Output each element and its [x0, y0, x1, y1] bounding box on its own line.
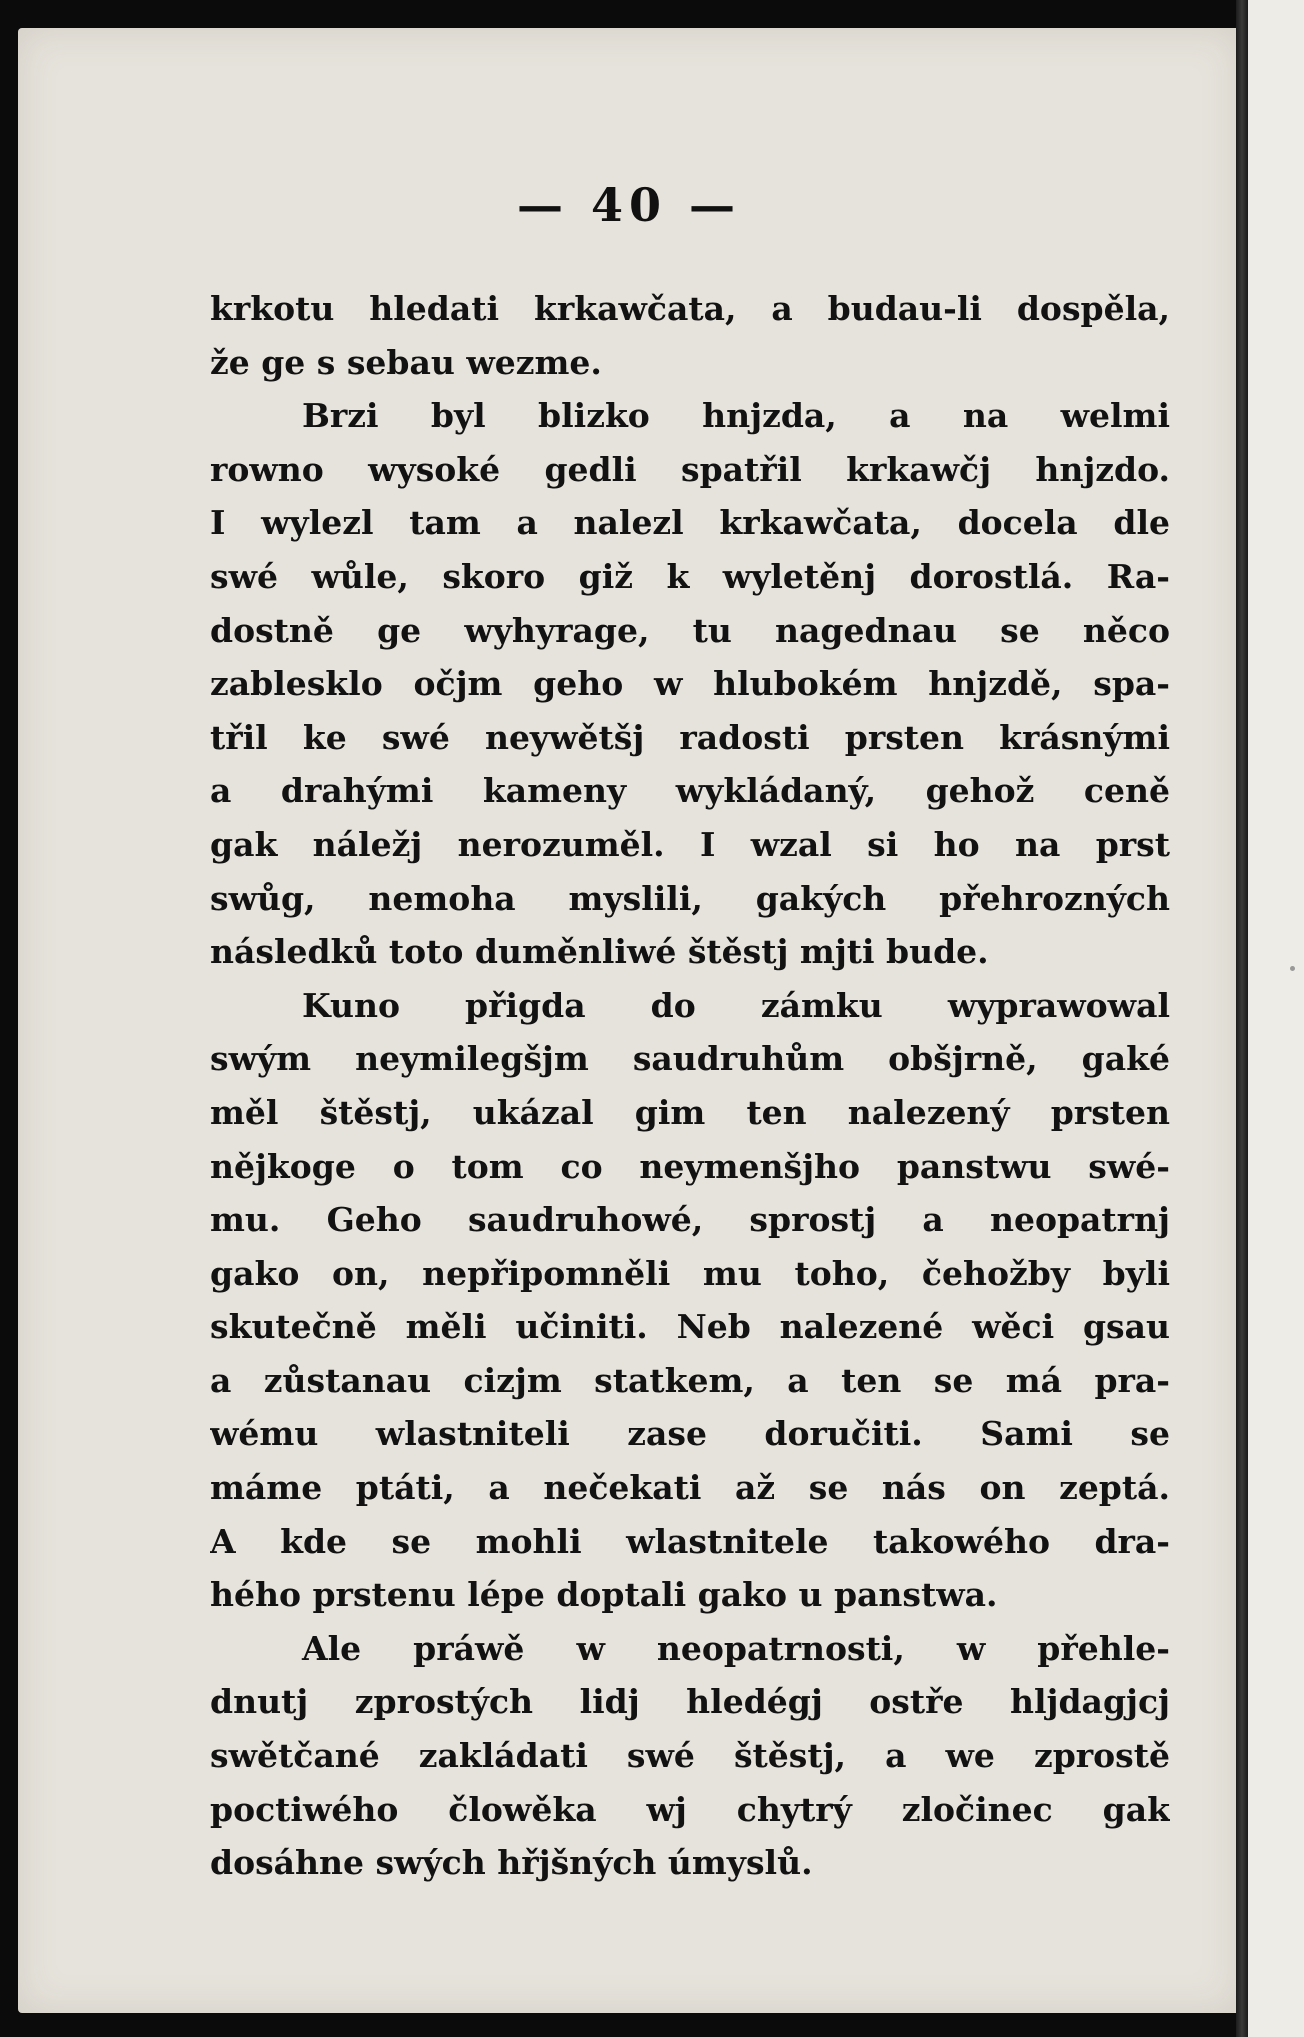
- text-line: máme ptáti, a nečekati až se nás on zeptá.: [210, 1468, 1170, 1508]
- paper-speck: [1290, 966, 1295, 971]
- page-sheet: [18, 28, 1240, 2013]
- text-line: dostně ge wyhyrage, tu nagednau se něco: [210, 610, 1170, 650]
- text-line: že ge s sebau wezme.: [210, 342, 602, 382]
- text-line: mu. Geho saudruhowé, sprostj a neopatrnj: [210, 1200, 1170, 1240]
- text-line: nějkoge o tom co neymenšjho panstwu swé-: [210, 1146, 1170, 1186]
- text-line: I wylezl tam a nalezl krkawčata, docela dle: [210, 503, 1170, 543]
- book-gutter-shadow: [1236, 0, 1248, 2037]
- text-line: následků toto duměnliwé štěstj mjti bude.: [210, 932, 989, 972]
- text-line: zablesklo očjm geho w hlubokém hnjzdě, spa-: [210, 664, 1170, 704]
- text-line: swé wůle, skoro giž k wyletěnj dorostlá. Ra-: [210, 556, 1170, 596]
- text-line: wému wlastniteli zase doručiti. Sami se: [210, 1414, 1170, 1454]
- text-line: a zůstanau cizjm statkem, a ten se má pra-: [210, 1360, 1170, 1400]
- text-line: Brzi byl blizko hnjzda, a na welmi: [302, 396, 1170, 436]
- text-line: Ale práwě w neopatrnosti, w přehle-: [302, 1628, 1170, 1668]
- text-line: swětčané zakládati swé štěstj, a we zprostě: [210, 1736, 1170, 1776]
- text-line: dosáhne swých hřjšných úmyslů.: [210, 1843, 813, 1883]
- text-line: swůg, nemoha myslili, gakých přehrozných: [210, 878, 1170, 918]
- text-line: třil ke swé neywětšj radosti prsten krásnými: [210, 717, 1170, 757]
- text-line: swým neymilegšjm saudruhům obšjrně, gaké: [210, 1039, 1170, 1079]
- text-line: poctiwého člowěka wj chytrý zločinec gak: [210, 1789, 1170, 1829]
- text-line: hého prstenu lépe doptali gako u panstwa.: [210, 1575, 998, 1615]
- text-line: gak náležj nerozuměl. I wzal si ho na prst: [210, 824, 1170, 864]
- body-text: [210, 282, 1170, 1890]
- text-line: měl štěstj, ukázal gim ten nalezený prsten: [210, 1092, 1170, 1132]
- page-number: — 40 —: [516, 178, 742, 232]
- text-line: A kde se mohli wlastnitele takowého dra-: [210, 1521, 1170, 1561]
- text-line: rowno wysoké gedli spatřil krkawčj hnjzdo.: [210, 449, 1170, 489]
- facing-page-edge: [1248, 0, 1304, 2037]
- text-line: skutečně měli učiniti. Neb nalezené wěci gsau: [210, 1307, 1170, 1347]
- text-line: dnutj zprostých lidj hledégj ostře hljdagjcj: [210, 1682, 1170, 1722]
- text-line: a drahými kameny wykládaný, gehož ceně: [210, 771, 1170, 811]
- text-line: gako on, nepřipomněli mu toho, čehožby byli: [210, 1253, 1170, 1293]
- text-line: krkotu hledati krkawčata, a budau-li dospěla,: [210, 289, 1170, 328]
- text-line: Kuno přigda do zámku wyprawowal: [302, 985, 1170, 1025]
